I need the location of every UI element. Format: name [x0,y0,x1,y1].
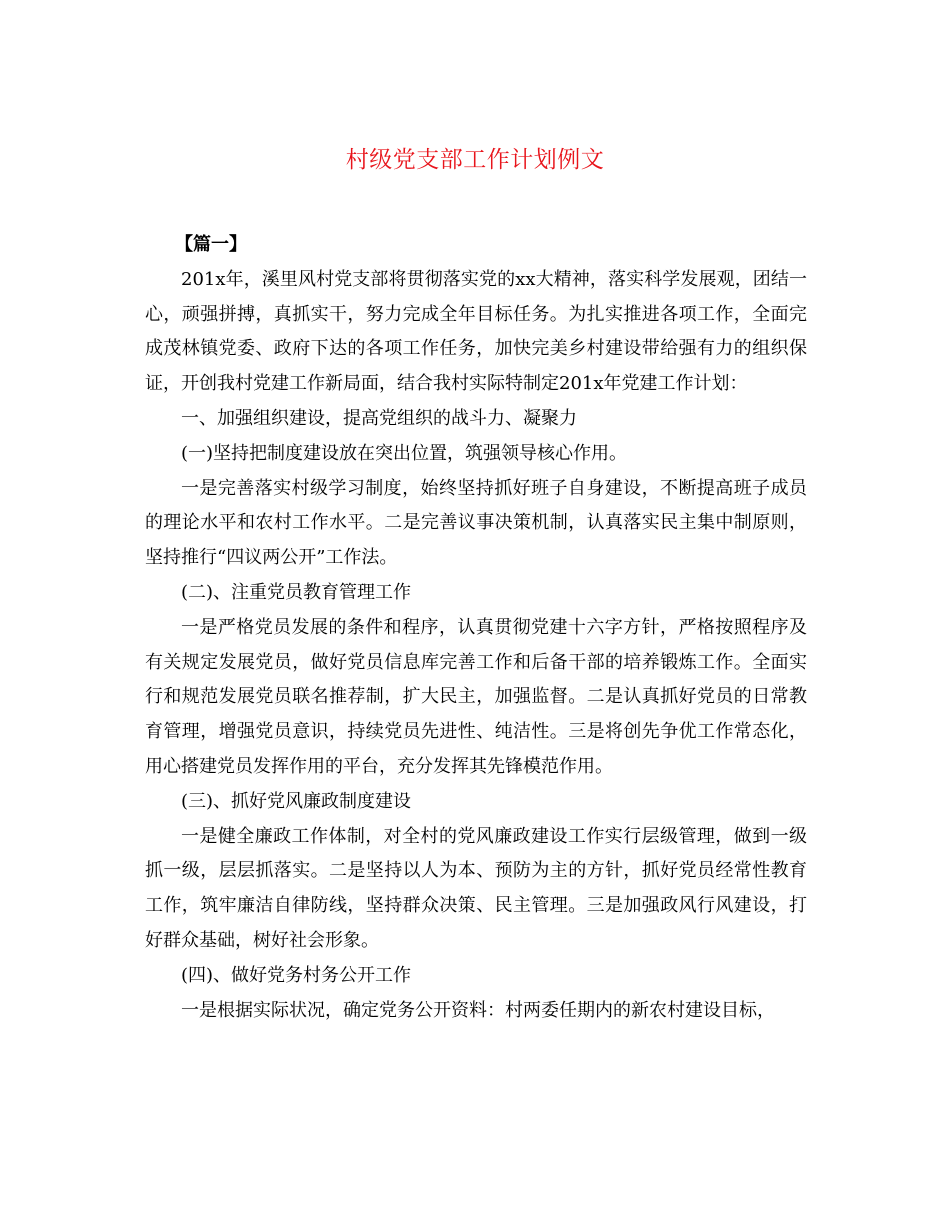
subheading-4: (四)、做好党务村务公开工作 [181,964,412,986]
paragraph-2: 一是严格党员发展的条件和程序，认真贯彻党建十六字方针，严格按照程序及有关规定发展党员，做好党员信息库完善工作和后备干部的培养锻炼工作。全面实行和规范发展党员联名推荐制，扩大民主，加强监督。二是认真抓好党员的日常教育管理，增强党员意识，持续党员先进性、纯洁性。三是将创先争优工作常态化，用心搭建党员发挥作用的平台，充分发挥其先锋模范作用。 [145,616,807,777]
paragraph-4: 一是根据实际状况，确定党务公开资料：村两委任期内的新农村建设目标， [181,999,775,1021]
document-body [145,228,807,1028]
paragraph-intro: 201x年，溪里风村党支部将贯彻落实党的xx大精神，落实科学发展观，团结一心，顽强拼搏，真抓实干，努力完成全年目标任务。为扎实推进各项工作，全面完成茂林镇党委、政府下达的各项工作任务，加快完美乡村建设带给强有力的组织保证，开创我村党建工作新局面，结合我村实际特制定201x年党建工作计划： [145,268,807,395]
subheading-2: (二)、注重党员教育管理工作 [181,581,412,603]
section-tag: 【篇一】 [175,234,247,255]
heading-section-1: 一、加强组织建设，提高党组织的战斗力、凝聚力 [181,407,577,429]
paragraph-1: 一是完善落实村级学习制度，始终坚持抓好班子自身建设，不断提高班子成员的理论水平和农村工作水平。二是完善议事决策机制，认真落实民主集中制原则，坚持推行“四议两公开”工作法。 [145,477,807,569]
document-title: 村级党支部工作计划例文 [345,147,605,173]
paragraph-3: 一是健全廉政工作体制，对全村的党风廉政建设工作实行层级管理，做到一级抓一级，层层抓落实。二是坚持以人为本、预防为主的方针，抓好党员经常性教育工作，筑牢廉洁自律防线，坚持群众决策、民主管理。三是加强政风行风建设，打好群众基础，树好社会形象。 [145,825,807,951]
subheading-3: (三)、抓好党风廉政制度建设 [181,790,412,812]
subheading-1: (一)坚持把制度建设放在突出位置，筑强领导核心作用。 [181,442,628,464]
